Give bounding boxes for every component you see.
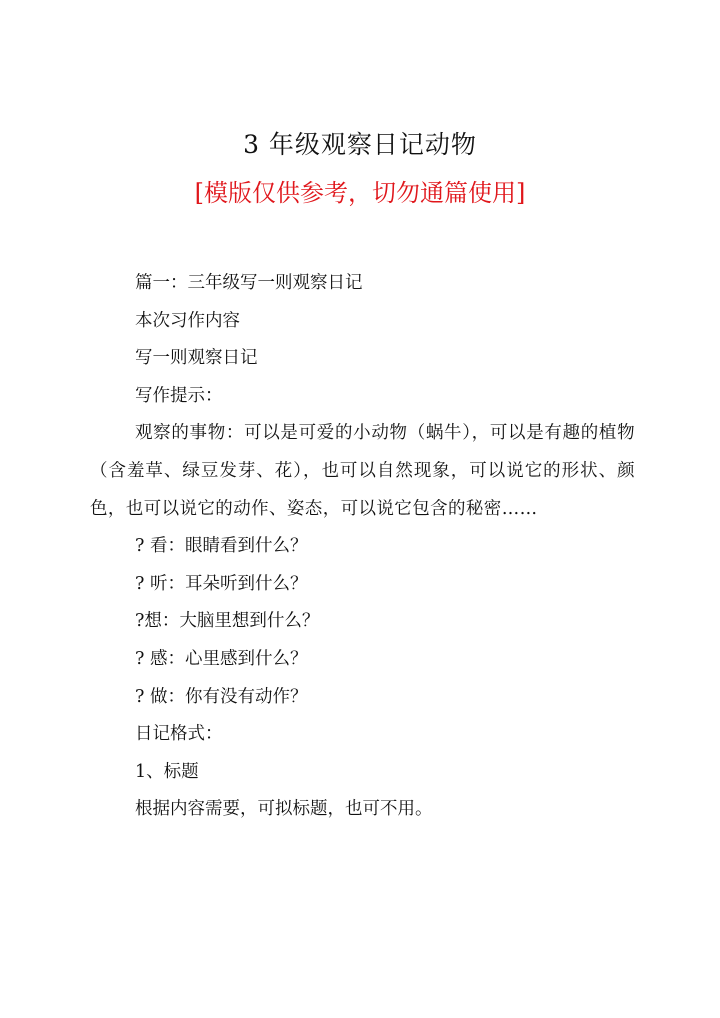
body-line-tips: 写作提示： — [135, 385, 223, 406]
list-item-feel: ? 感：心里感到什么？ — [135, 648, 308, 669]
body-line-exercise: 本次习作内容 — [135, 310, 240, 331]
list-item-think: ?想：大脑里想到什么？ — [135, 611, 320, 632]
body-line-article-heading: 篇一：三年级写一则观察日记 — [135, 273, 363, 293]
list-item-listen: ? 听：耳朵听到什么？ — [135, 573, 308, 594]
list-item-look: ? 看：眼睛看到什么？ — [135, 536, 308, 557]
format-heading: 日记格式： — [135, 724, 223, 745]
section-heading-title: 1、标题 — [135, 761, 199, 782]
document-body — [90, 265, 635, 829]
body-paragraph-observation: 观察的事物：可以是可爱的小动物（蜗牛），可以是有趣的植物（含羞草、绿豆发芽、花），也可以自然现象，可以说它的形状、颜色，也可以说它的动作、姿态，可以说它包含的秘密…… — [90, 423, 635, 519]
list-item-do: ? 做：你有没有动作？ — [135, 686, 308, 707]
page-subtitle: [模版仅供参考，切勿通篇使用] — [194, 179, 526, 207]
section-text-title: 根据内容需要，可拟标题，也可不用。 — [135, 799, 433, 820]
page-title: 3 年级观察日记动物 — [243, 130, 477, 159]
body-line-task: 写一则观察日记 — [135, 348, 258, 369]
